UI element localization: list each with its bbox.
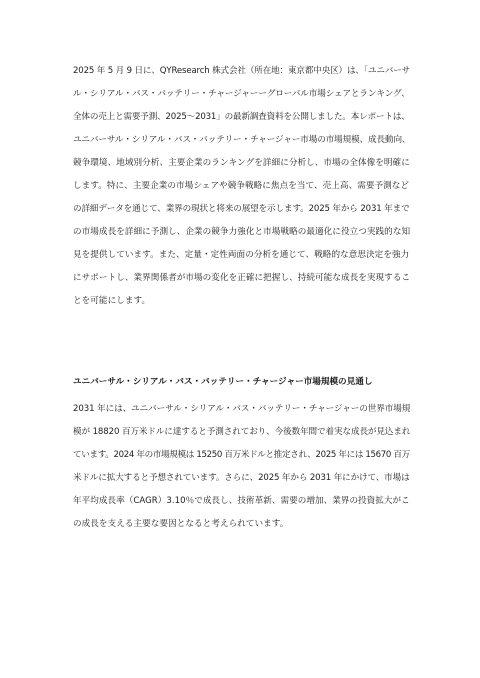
intro-line: とを可能にします。 — [73, 296, 151, 306]
section-heading: ユニバーサル・シリアル・バス・バッテリー・チャージャー市場規模の見通し — [73, 377, 373, 387]
intro-line: 全体の売上と需要予測、2025～2031」の最新調査資料を公開しました。本レポートは、 — [73, 112, 410, 122]
intro-line: します。特に、主要企業の市場シェアや競争戦略に焦点を当て、売上高、需要予測など — [73, 181, 410, 191]
intro-line: 競争環境、地域別分析、主要企業のランキングを詳細に分析し、市場の全体像を明確に — [73, 158, 410, 168]
section-line: ています。2024 年の市場規模は 15250 百万米ドルと推定され、2025 年には 15670 百万 — [73, 450, 410, 460]
intro-line: ル・シリアル・バス・バッテリー・チャージャーーグローバル市場シェアとランキング、 — [73, 89, 410, 99]
section-line: の成長を支える主要な要因となると考えられています。 — [73, 519, 289, 529]
intro-line: 2025 年 5 月 9 日に、QYResearch 株式会社（所在地：東京都中央区）は、「ユニバーサ — [73, 66, 411, 76]
section-line: 米ドルに拡大すると予想されています。さらに、2025 年から 2031 年にかけて、市場は — [73, 473, 410, 483]
intro-line: 見を提供しています。また、定量・定性両面の分析を通じて、戦略的な意思決定を強力 — [73, 250, 410, 260]
section-line: 年平均成長率（CAGR）3.10％で成長し、技術革新、需要の増加、業界の投資拡大がこ — [73, 496, 410, 506]
section-line: 2031 年には、ユニバーサル・シリアル・バス・バッテリー・チャージャーの世界市場規 — [73, 404, 411, 414]
intro-line: にサポートし、業界関係者が市場の変化を正確に把握し、持続可能な成長を実現するこ — [73, 273, 411, 283]
intro-line: の詳細データを通じて、業界の現状と将来の展望を示します。2025 年から 2031 年まで — [73, 204, 410, 214]
section-line: 模が 18820 百万米ドルに達すると予測されており、今後数年間で着実な成長が見込まれ — [73, 427, 411, 437]
intro-line: ユニバーサル・シリアル・バス・バッテリー・チャージャー市場の市場規模、成長動向、 — [73, 135, 411, 145]
intro-line: の市場成長を詳細に予測し、企業の競争力強化と市場戦略の最適化に役立つ実践的な知 — [73, 227, 411, 237]
